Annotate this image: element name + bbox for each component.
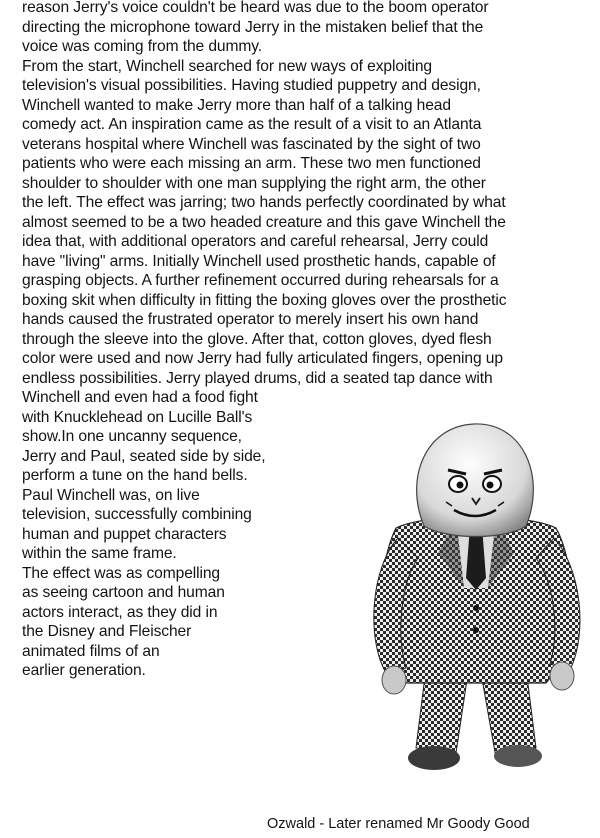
article-line: with Knucklehead on Lucille Ball's — [22, 408, 253, 426]
article-line: Jerry and Paul, seated side by side, — [22, 447, 266, 465]
article-line: endless possibilities. Jerry played drums, did a seated tap dance with — [22, 369, 493, 387]
article-line: shoulder to shoulder with one man supplying the right arm, the other — [22, 174, 486, 192]
article-line: voice was coming from the dummy. — [22, 38, 263, 55]
article-line: The effect was as compelling — [22, 564, 221, 582]
article-line: grasping objects. A further refinement occurred during rehearsals for a — [22, 272, 499, 289]
article-line: television, successfully combining — [22, 506, 252, 523]
article-line: color were used and now Jerry had fully articulated fingers, opening up — [22, 350, 503, 367]
article-line: comedy act. An inspiration came as the result of a visit to an Atlanta — [22, 116, 482, 133]
article-line: reason Jerry's voice couldn't be heard was due to the boom operator — [22, 0, 489, 16]
article-line: actors interact, as they did in — [22, 603, 218, 621]
article-line: perform a tune on the hand bells. — [22, 467, 248, 484]
photo-caption: Ozwald - Later renamed Mr Goody Good — [267, 816, 530, 832]
article-line: animated films of an — [22, 642, 160, 660]
article-line: within the same frame. — [22, 545, 177, 562]
article-line: as seeing cartoon and human — [22, 584, 225, 601]
article-line: patients who were each missing an arm. These two men functioned — [22, 155, 481, 172]
article-line: almost seemed to be a two headed creature and this gave Winchell the — [22, 213, 506, 231]
ozwald-puppet-photo — [356, 418, 596, 786]
article-line: television's visual possibilities. Having studied puppetry and design, — [22, 77, 481, 94]
article-line: earlier generation. — [22, 662, 146, 679]
article-line: boxing skit when difficulty in fitting the boxing gloves over the prosthetic — [22, 291, 507, 309]
article-line: Paul Winchell was, on live — [22, 486, 200, 504]
article-line: through the sleeve into the glove. After that, cotton gloves, dyed flesh — [22, 330, 492, 348]
article-line: Winchell and even had a food fight — [22, 389, 258, 406]
article-line: hands caused the frustrated operator to merely insert his own hand — [22, 311, 479, 328]
article-line: directing the microphone toward Jerry in the mistaken belief that the — [22, 18, 484, 36]
article-line: have "living" arms. Initially Winchell used prosthetic hands, capable of — [22, 252, 496, 270]
article-line: Winchell wanted to make Jerry more than half of a talking head — [22, 96, 451, 114]
article-line: veterans hospital where Winchell was fascinated by the sight of two — [22, 135, 481, 153]
article-line: show.In one uncanny sequence, — [22, 428, 242, 445]
article-line: the left. The effect was jarring; two hands perfectly coordinated by what — [22, 194, 506, 211]
article-line: idea that, with additional operators and careful rehearsal, Jerry could — [22, 233, 489, 250]
article-line: From the start, Winchell searched for new ways of exploiting — [22, 57, 433, 75]
article-line: the Disney and Fleischer — [22, 623, 192, 640]
article-line: human and puppet characters — [22, 525, 227, 543]
